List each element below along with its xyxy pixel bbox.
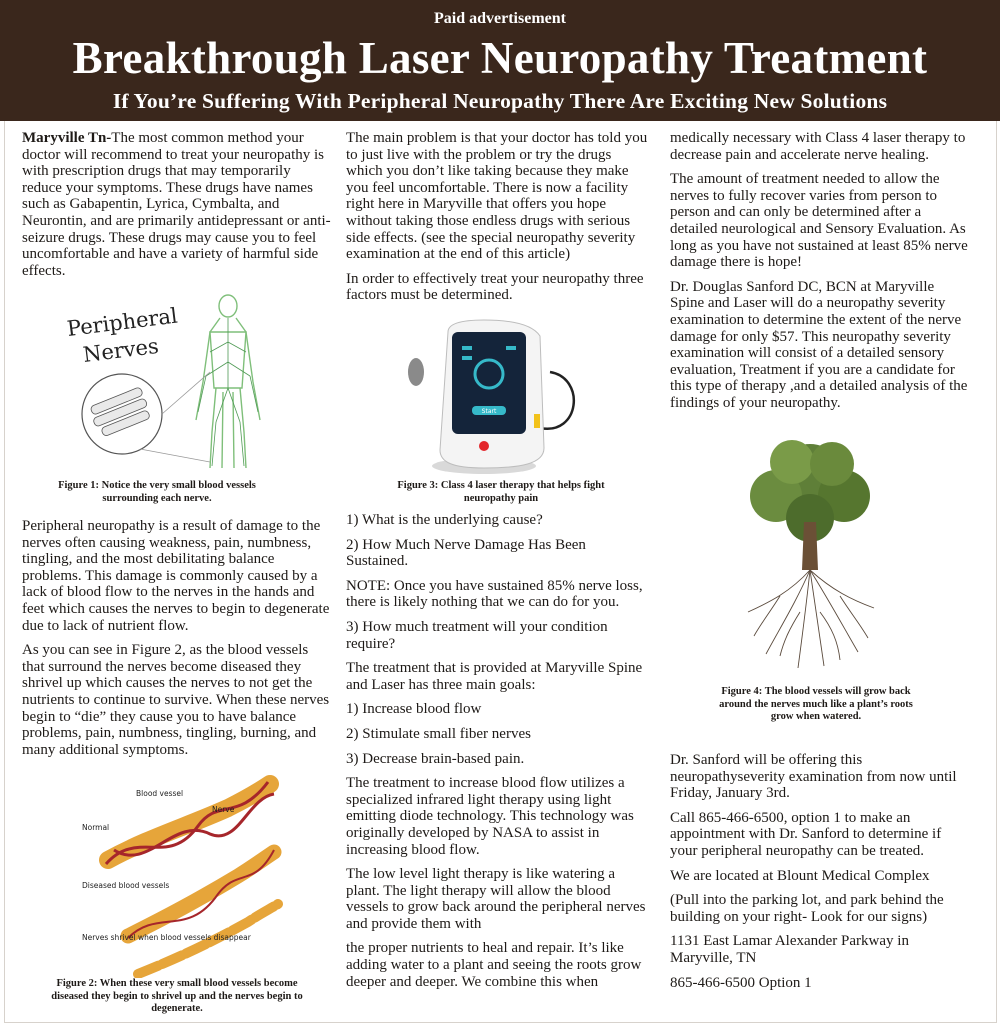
figure-1-caption: Figure 1: Notice the very small blood vessels surrounding each nerve.: [58, 480, 256, 504]
neuropathy-explanation-paragraph: Peripheral neuropathy is a result of damage to the nerves often causing weakness, pain, numbness, tingling, and the most debilitating balance problems. This damage is commonly caused by a lack of blood flow to the nerves in the hands and feet which causes the nerves to begin to degenerate due to lack of nutrient flow.: [22, 518, 330, 634]
infrared-therapy-paragraph: The treatment to increase blood flow utilizes a specialized infrared light therapy using light emitting diode technology. This technology was originally developed by NASA to assist in increasing blood flow.: [346, 775, 634, 858]
headline: Breakthrough Laser Neuropathy Treatment: [72, 33, 928, 83]
screen-widget-3: [506, 346, 516, 350]
phone-number: 865-466-6500 Option 1: [670, 974, 812, 991]
device-handpiece: [408, 358, 424, 386]
figure-1-title-line-2: Nerves: [81, 333, 160, 367]
figure-1-title-line-1: Peripheral: [65, 303, 179, 341]
magnifier-pointer-line: [162, 372, 210, 414]
label-shrivel: Nerves shrivel when blood vessels disappear: [82, 933, 251, 942]
nerve-network: [198, 318, 258, 466]
figure-3-laser-device: [400, 318, 590, 478]
label-normal: Normal: [82, 823, 110, 832]
device-warning-label: [534, 414, 540, 428]
goals-intro: The treatment that is provided at Maryville Spine and Laser has three main goals:: [346, 660, 643, 693]
column-2-intro: [346, 130, 648, 312]
figure-3-caption: Figure 3: Class 4 laser therapy that helps fight neuropathy pain: [397, 480, 605, 504]
figure-1-peripheral-nerves-illustration: [60, 292, 290, 472]
label-blood-vessel: Blood vessel: [136, 789, 184, 798]
column-3-intro: [670, 130, 970, 420]
device-red-button: [479, 441, 489, 451]
treatment-amount-paragraph: The amount of treatment needed to allow the nerves to fully recover varies from person to person and can only be determined after a detailed neurological and Sensory Evaluation. As long as you have not sustained at least 85% nerve damage there is hope!: [670, 171, 968, 271]
figure-2-blood-vessel-diagram: [78, 768, 328, 978]
goal-increase-blood-flow: 1) Increase blood flow: [346, 701, 482, 718]
dateline: Maryville Tn-: [22, 130, 112, 146]
tree-trunk: [802, 522, 818, 570]
figure-2-caption: Figure 2: When these very small blood vessels become diseased they begin to shrivel up and the nerves begin to degenerate.: [51, 978, 303, 1014]
tree-roots: [748, 570, 874, 668]
device-cable: [540, 372, 574, 429]
plant-analogy-continued: the proper nutrients to heal and repair. It’s like adding water to a plant and seeing the roots grow deeper and deeper. We combine this when: [346, 940, 642, 990]
goal-stimulate-nerves: 2) Stimulate small fiber nerves: [346, 725, 531, 742]
device-start-label: Start: [481, 408, 497, 415]
goal-decrease-pain: 3) Decrease brain-based pain.: [346, 750, 525, 767]
location-paragraph: We are located at Blount Medical Complex: [670, 867, 930, 884]
column-1-body: [22, 518, 334, 766]
figure-4-tree-with-roots: [740, 432, 880, 672]
paid-advertisement-label: Paid advertisement: [434, 10, 566, 27]
subheadline: If You’re Suffering With Peripheral Neuropathy There Are Exciting New Solutions: [112, 89, 888, 113]
intro-text: The most common method your doctor will recommend to treat your neuropathy is with prescription drugs that may temporarily reduce your symptoms. These drugs have names such as Gabapentin, Lyrica, Cymbalta, and Neurontin, and are primarily antidepressant or anti-seizure drugs. These drugs may cause you to feel uncomfortable and have a variety of harmful side effects.: [22, 130, 331, 279]
offer-deadline-paragraph: Dr. Sanford will be offering this neuropathyseverity examination from now until Friday, January 3rd.: [670, 752, 957, 802]
figure-4-caption: Figure 4: The blood vessels will grow back around the nerves much like a plant’s roots grow when watered.: [719, 686, 913, 722]
screen-widget-1: [462, 346, 472, 350]
main-problem-paragraph: The main problem is that your doctor has told you to just live with the problem or try the drugs which you don’t like taking because they make you feel uncomfortable. There is now a facility right here in Maryville that offers you hope without taking those endless drugs with serious side effects. (see the special neuropathy severity examination at the end of this article): [346, 130, 648, 263]
column-2-body: [346, 512, 650, 998]
magnifier-pointer-line-2: [140, 449, 210, 462]
note-85-percent: NOTE: Once you have sustained 85% nerve loss, there is likely nothing that we can do for you.: [346, 577, 643, 611]
normal-nerve-with-vessels: [106, 782, 274, 864]
header-banner: [0, 0, 1000, 121]
call-to-action-paragraph: Call 865-466-6500, option 1 to make an appointment with Dr. Sanford to determine if your peripheral neuropathy can be treated.: [670, 809, 942, 859]
question-underlying-cause: 1) What is the underlying cause?: [346, 512, 543, 528]
plant-analogy-paragraph: The low level light therapy is like watering a plant. The light therapy will allow the blood vessels to grow back around the peripheral nerves and provide them with: [346, 866, 646, 932]
label-nerve: Nerve: [212, 805, 235, 814]
class4-laser-paragraph: medically necessary with Class 4 laser therapy to decrease pain and accelerate nerve healing.: [670, 130, 966, 163]
question-treatment-amount: 3) How much treatment will your condition require?: [346, 618, 608, 652]
three-factors-paragraph: In order to effectively treat your neuropathy three factors must be determined.: [346, 270, 644, 304]
question-nerve-damage: 2) How Much Nerve Damage Has Been Sustained.: [346, 536, 586, 570]
street-address: 1131 East Lamar Alexander Parkway in Maryville, TN: [670, 933, 909, 966]
column-1-intro: [22, 130, 332, 287]
intro-paragraph: [22, 130, 332, 279]
parking-directions-paragraph: (Pull into the parking lot, and park behind the building on your right- Look for our signs): [670, 892, 944, 925]
screen-widget-2: [462, 356, 472, 360]
label-diseased: Diseased blood vessels: [82, 881, 170, 890]
examination-offer-paragraph: Dr. Douglas Sanford DC, BCN at Maryville Spine and Laser will do a neuropathy severity examination to determine the extent of the nerve damage for only $57. This neuropathy severity examination will consist of a detailed sensory evaluation, Treatment if you are a candidate for this type of therapy ,and a detailed analysis of the findings of your neuropathy.: [670, 278, 968, 411]
column-3-contact: [670, 752, 972, 999]
figure-2-explanation-paragraph: As you can see in Figure 2, as the blood vessels that surround the nerves become diseased they shrivel up which causes the nerves to not get the nutrients to continue to survive. When these nerves begin to “die” they cause you to have balance problems, pain, numbness, tingling, burning, and many additional symptoms.: [22, 642, 330, 758]
